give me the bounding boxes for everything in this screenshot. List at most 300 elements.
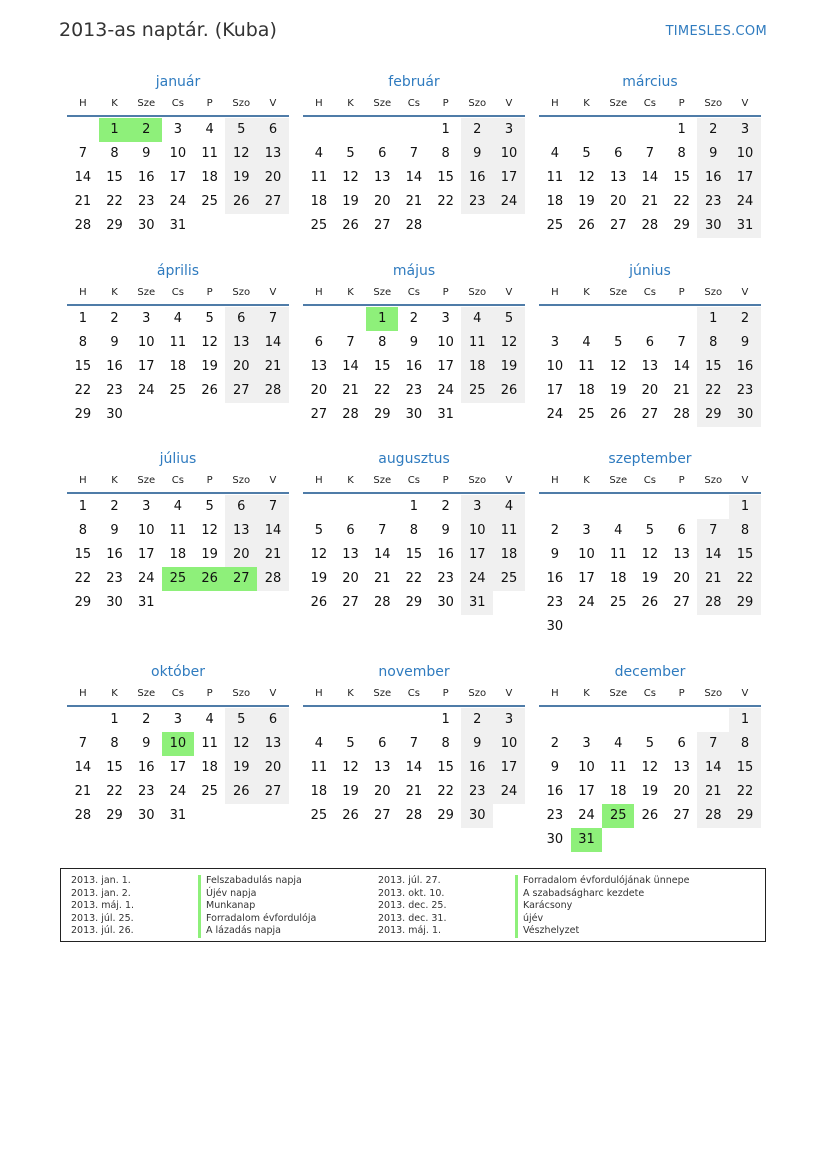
day-cell: 31: [729, 214, 761, 238]
weekday-label: H: [551, 688, 559, 699]
day-cell: 30: [697, 214, 729, 238]
day-cell: 8: [78, 523, 87, 538]
day-cell: 16: [106, 547, 123, 562]
empty-cell: [539, 708, 571, 732]
day-cell: 9: [461, 142, 493, 166]
day-cell: 23: [437, 571, 454, 586]
month-11: [303, 662, 525, 828]
weekday-label: Szo: [704, 688, 723, 699]
day-cell: 22: [106, 784, 123, 799]
day-cell: 18: [201, 170, 218, 185]
day-cell: 2: [142, 712, 151, 727]
day-cell: 30: [437, 595, 454, 610]
day-cell: 8: [729, 732, 761, 756]
empty-cell: [303, 708, 335, 732]
weekday-label: K: [347, 98, 354, 109]
day-cell: 25: [310, 218, 328, 233]
day-cell: 24: [169, 194, 187, 209]
day-cell: 11: [310, 760, 328, 775]
weekday-label: Cs: [407, 475, 420, 486]
month-name: október: [151, 664, 205, 680]
weekday-label: Cs: [407, 98, 420, 109]
weekday-label: Cs: [643, 98, 656, 109]
day-cell: 3: [493, 118, 525, 142]
day-cell: 21: [257, 543, 289, 567]
day-cell: 30: [137, 808, 155, 823]
month-1: [67, 72, 289, 238]
holiday-date: 2013. jan. 2.: [71, 887, 131, 899]
day-cell: 8: [697, 331, 729, 355]
weekday-label: H: [79, 98, 87, 109]
day-cell: 28: [697, 804, 729, 828]
day-cell: 10: [493, 732, 525, 756]
day-cell: 19: [225, 166, 257, 190]
day-cell: 17: [578, 571, 595, 586]
day-cell: 22: [74, 571, 92, 586]
month-name: augusztus: [378, 451, 450, 467]
day-cell: 21: [697, 567, 729, 591]
holiday-date: 2013. dec. 31.: [378, 912, 447, 924]
day-cell: 22: [729, 780, 761, 804]
weekday-label: Sze: [373, 98, 392, 109]
day-cell: 27: [641, 407, 659, 422]
day-cell: 10: [437, 335, 454, 350]
day-cell: 18: [578, 383, 595, 398]
day-cell: 23: [461, 190, 493, 214]
day-cell: 22: [437, 194, 454, 209]
day-cell: 2: [110, 499, 119, 514]
day-cell: 6: [614, 146, 623, 161]
day-cell: 19: [225, 756, 257, 780]
weekday-header: [539, 286, 761, 306]
day-cell: 6: [378, 736, 387, 751]
weekday-label: K: [583, 475, 590, 486]
day-cell: 9: [697, 142, 729, 166]
weekday-label: Sze: [137, 287, 156, 298]
day-cell: 23: [461, 780, 493, 804]
day-cell: 17: [169, 170, 187, 185]
weekday-label: V: [269, 475, 277, 486]
day-cell: 8: [441, 736, 450, 751]
day-cell: 15: [437, 170, 454, 185]
month-2: [303, 72, 525, 238]
day-cell: 7: [78, 146, 87, 161]
day-cell: 11: [609, 760, 627, 775]
empty-cell: [634, 307, 666, 331]
day-grid: [539, 708, 761, 852]
weekday-label: V: [741, 98, 749, 109]
day-cell: 14: [342, 359, 359, 374]
day-cell: 5: [346, 146, 355, 161]
weekday-label: P: [206, 688, 213, 699]
holiday-name: Forradalom évfordulójának ünnepe: [515, 875, 689, 888]
day-cell: 25: [169, 383, 187, 398]
holiday-legend: [60, 868, 766, 942]
day-cell: 5: [645, 523, 655, 538]
weekday-label: Szo: [468, 98, 487, 109]
month-name: december: [614, 664, 686, 680]
day-cell: 1: [677, 122, 686, 137]
empty-cell: [697, 708, 729, 732]
day-cell: 16: [461, 166, 493, 190]
day-cell: 19: [310, 571, 328, 586]
day-cell: 20: [673, 571, 690, 586]
day-cell: 15: [106, 170, 123, 185]
day-cell: 22: [697, 379, 729, 403]
day-cell: 6: [225, 307, 257, 331]
day-cell: 27: [373, 218, 391, 233]
day-cell: 15: [729, 756, 761, 780]
day-cell: 12: [225, 732, 257, 756]
day-cell: 25: [461, 379, 493, 403]
day-cell: 20: [673, 784, 690, 799]
weekday-label: Sze: [609, 475, 628, 486]
weekday-label: P: [206, 98, 213, 109]
day-cell: 17: [493, 756, 525, 780]
day-cell: 5: [346, 736, 355, 751]
day-cell: 29: [106, 218, 123, 233]
empty-cell: [602, 118, 634, 142]
day-cell: 20: [342, 571, 359, 586]
weekday-header: [67, 474, 289, 494]
day-cell: 20: [609, 194, 627, 209]
day-cell: 27: [310, 407, 328, 422]
weekday-header: [539, 97, 761, 117]
day-cell: 8: [78, 335, 87, 350]
day-cell: 20: [225, 355, 257, 379]
day-cell: 17: [729, 166, 761, 190]
day-cell: 18: [609, 571, 627, 586]
day-cell: 16: [729, 355, 761, 379]
day-cell: 28: [405, 218, 423, 233]
empty-cell: [539, 495, 571, 519]
day-cell: 26: [609, 407, 627, 422]
day-cell: 29: [729, 804, 761, 828]
weekday-label: Cs: [171, 688, 184, 699]
day-cell: 27: [609, 218, 627, 233]
day-cell: 15: [437, 760, 454, 775]
weekday-label: H: [315, 688, 323, 699]
day-cell: 8: [729, 519, 761, 543]
month-name: szeptember: [608, 451, 692, 467]
day-cell: 1: [441, 712, 450, 727]
weekday-label: K: [347, 475, 354, 486]
day-cell: 29: [106, 808, 123, 823]
empty-cell: [571, 307, 603, 331]
day-cell: 2: [130, 118, 162, 142]
day-cell: 13: [373, 170, 391, 185]
site-link[interactable]: TIMESLES.COM: [665, 24, 767, 39]
day-cell: 16: [137, 170, 155, 185]
day-cell: 14: [257, 331, 289, 355]
day-cell: 26: [201, 383, 218, 398]
day-cell: 4: [205, 712, 214, 727]
day-cell: 21: [405, 784, 423, 799]
day-cell: 4: [173, 499, 183, 514]
holiday-name: Újév napja: [198, 888, 316, 901]
day-cell: 4: [314, 146, 323, 161]
day-cell: 6: [645, 335, 655, 350]
day-cell: 25: [578, 407, 595, 422]
empty-cell: [539, 118, 571, 142]
empty-cell: [634, 495, 666, 519]
day-cell: 11: [609, 547, 627, 562]
day-cell: 23: [729, 379, 761, 403]
day-cell: 26: [578, 218, 595, 233]
day-cell: 12: [225, 142, 257, 166]
day-cell: 4: [550, 146, 559, 161]
day-cell: 27: [673, 808, 690, 823]
day-cell: 8: [110, 146, 119, 161]
day-cell: 9: [550, 760, 559, 775]
day-cell: 9: [461, 732, 493, 756]
day-cell: 12: [342, 760, 359, 775]
day-cell: 28: [405, 808, 423, 823]
day-cell: 22: [106, 194, 123, 209]
day-cell: 2: [729, 307, 761, 331]
day-cell: 5: [205, 499, 214, 514]
day-cell: 7: [257, 495, 289, 519]
day-cell: 5: [493, 307, 525, 331]
day-cell: 11: [546, 170, 564, 185]
weekday-label: Sze: [137, 475, 156, 486]
day-cell: 14: [673, 359, 690, 374]
day-cell: 15: [74, 359, 92, 374]
day-cell: 1: [697, 307, 729, 331]
day-cell: 26: [342, 218, 359, 233]
weekday-label: V: [269, 287, 277, 298]
weekday-label: V: [505, 688, 513, 699]
day-cell: 24: [578, 595, 595, 610]
day-cell: 21: [74, 194, 92, 209]
day-cell: 25: [162, 567, 194, 591]
weekday-label: Cs: [643, 475, 656, 486]
weekday-label: P: [678, 475, 685, 486]
day-cell: 1: [78, 311, 87, 326]
weekday-label: Szo: [468, 475, 487, 486]
day-cell: 22: [373, 383, 391, 398]
day-cell: 11: [461, 331, 493, 355]
weekday-label: H: [315, 98, 323, 109]
day-cell: 30: [137, 218, 155, 233]
day-cell: 3: [729, 118, 761, 142]
day-cell: 26: [225, 190, 257, 214]
empty-cell: [398, 118, 430, 142]
weekday-label: P: [678, 688, 685, 699]
day-cell: 5: [645, 736, 655, 751]
day-cell: 12: [641, 760, 659, 775]
weekday-label: Cs: [171, 475, 184, 486]
day-cell: 30: [405, 407, 423, 422]
day-cell: 7: [378, 523, 387, 538]
day-cell: 20: [641, 383, 659, 398]
day-cell: 24: [729, 190, 761, 214]
day-cell: 12: [493, 331, 525, 355]
day-cell: 28: [74, 808, 92, 823]
day-cell: 23: [106, 383, 123, 398]
day-cell: 13: [609, 170, 627, 185]
day-cell: 15: [405, 547, 423, 562]
day-cell: 11: [310, 170, 328, 185]
empty-cell: [398, 708, 430, 732]
day-cell: 1: [729, 708, 761, 732]
day-cell: 16: [106, 359, 123, 374]
weekday-header: [303, 286, 525, 306]
day-cell: 10: [578, 547, 595, 562]
day-cell: 16: [437, 547, 454, 562]
day-cell: 29: [373, 407, 391, 422]
day-cell: 14: [74, 760, 92, 775]
day-cell: 5: [314, 523, 323, 538]
weekday-label: Szo: [232, 688, 251, 699]
day-cell: 9: [409, 335, 419, 350]
day-cell: 18: [310, 194, 328, 209]
day-cell: 12: [310, 547, 328, 562]
weekday-label: Sze: [137, 98, 156, 109]
day-cell: 3: [582, 736, 591, 751]
day-cell: 28: [74, 218, 92, 233]
day-cell: 29: [74, 595, 92, 610]
day-cell: 2: [409, 311, 419, 326]
day-cell: 29: [405, 595, 423, 610]
day-cell: 6: [257, 118, 289, 142]
weekday-label: K: [111, 688, 118, 699]
weekday-header: [539, 474, 761, 494]
day-cell: 8: [441, 146, 450, 161]
day-cell: 26: [641, 595, 659, 610]
day-cell: 27: [257, 190, 289, 214]
weekday-label: Szo: [468, 287, 487, 298]
day-cell: 13: [373, 760, 391, 775]
day-cell: 22: [729, 567, 761, 591]
holiday-date: 2013. máj. 1.: [71, 900, 135, 911]
day-cell: 28: [641, 218, 659, 233]
day-cell: 31: [461, 591, 493, 615]
month-8: [303, 449, 525, 615]
day-cell: 30: [546, 619, 564, 634]
month-3: [539, 72, 761, 238]
weekday-label: Szo: [232, 287, 251, 298]
day-cell: 29: [729, 591, 761, 615]
day-cell: 17: [578, 784, 595, 799]
day-cell: 11: [201, 146, 218, 161]
day-cell: 1: [99, 118, 131, 142]
empty-cell: [602, 708, 634, 732]
month-5: [303, 261, 525, 427]
empty-cell: [67, 708, 99, 732]
day-cell: 13: [342, 547, 359, 562]
day-cell: 11: [169, 335, 187, 350]
empty-cell: [539, 307, 571, 331]
day-cell: 9: [142, 736, 151, 751]
day-cell: 6: [225, 495, 257, 519]
day-cell: 31: [571, 828, 603, 852]
day-cell: 26: [641, 808, 659, 823]
day-grid: [303, 708, 525, 828]
day-cell: 22: [673, 194, 690, 209]
day-cell: 1: [110, 712, 119, 727]
month-9: [539, 449, 761, 639]
weekday-label: Sze: [609, 688, 628, 699]
empty-cell: [602, 495, 634, 519]
day-cell: 24: [137, 383, 155, 398]
weekday-label: Szo: [468, 688, 487, 699]
month-name: július: [159, 451, 197, 467]
weekday-label: P: [442, 287, 449, 298]
holiday-name: Karácsony: [515, 900, 689, 913]
month-name: június: [629, 263, 671, 279]
day-cell: 19: [201, 547, 218, 562]
day-cell: 16: [405, 359, 423, 374]
holiday-date: 2013. dec. 25.: [378, 900, 447, 911]
holiday-date: 2013. jan. 1.: [71, 875, 131, 886]
day-cell: 26: [225, 780, 257, 804]
day-cell: 10: [137, 335, 155, 350]
day-cell: 31: [169, 218, 187, 233]
day-cell: 21: [697, 780, 729, 804]
day-cell: 25: [609, 595, 627, 610]
day-cell: 3: [142, 311, 151, 326]
day-cell: 3: [493, 708, 525, 732]
day-cell: 8: [409, 523, 419, 538]
day-cell: 30: [106, 595, 123, 610]
empty-cell: [666, 495, 698, 519]
empty-cell: [571, 118, 603, 142]
day-cell: 14: [697, 756, 729, 780]
month-6: [539, 261, 761, 427]
weekday-header: [303, 474, 525, 494]
day-cell: 7: [677, 335, 686, 350]
holiday-date: 2013. júl. 26.: [71, 925, 134, 936]
day-cell: 22: [405, 571, 423, 586]
day-cell: 6: [346, 523, 355, 538]
day-cell: 17: [461, 543, 493, 567]
empty-cell: [366, 495, 398, 519]
day-cell: 1: [729, 495, 761, 519]
day-cell: 1: [441, 122, 450, 137]
empty-cell: [666, 307, 698, 331]
weekday-label: K: [583, 287, 590, 298]
day-cell: 17: [137, 359, 155, 374]
holiday-names-right: [515, 875, 689, 938]
day-cell: 28: [697, 591, 729, 615]
day-cell: 19: [201, 359, 218, 374]
empty-cell: [666, 708, 698, 732]
day-cell: 3: [441, 311, 450, 326]
day-cell: 21: [405, 194, 423, 209]
weekday-label: H: [315, 475, 323, 486]
weekday-label: Szo: [704, 98, 723, 109]
day-cell: 20: [225, 543, 257, 567]
weekday-label: Szo: [232, 98, 251, 109]
day-cell: 24: [546, 407, 564, 422]
day-cell: 4: [614, 736, 623, 751]
day-cell: 13: [673, 760, 690, 775]
day-cell: 1: [366, 307, 398, 331]
day-cell: 10: [461, 519, 493, 543]
day-cell: 10: [137, 523, 155, 538]
day-cell: 15: [729, 543, 761, 567]
day-cell: 18: [546, 194, 564, 209]
day-cell: 16: [546, 571, 564, 586]
weekday-label: K: [583, 98, 590, 109]
day-cell: 23: [546, 595, 564, 610]
weekday-label: V: [741, 475, 749, 486]
day-cell: 24: [578, 808, 595, 823]
empty-cell: [571, 495, 603, 519]
day-cell: 25: [493, 567, 525, 591]
day-cell: 2: [461, 118, 493, 142]
